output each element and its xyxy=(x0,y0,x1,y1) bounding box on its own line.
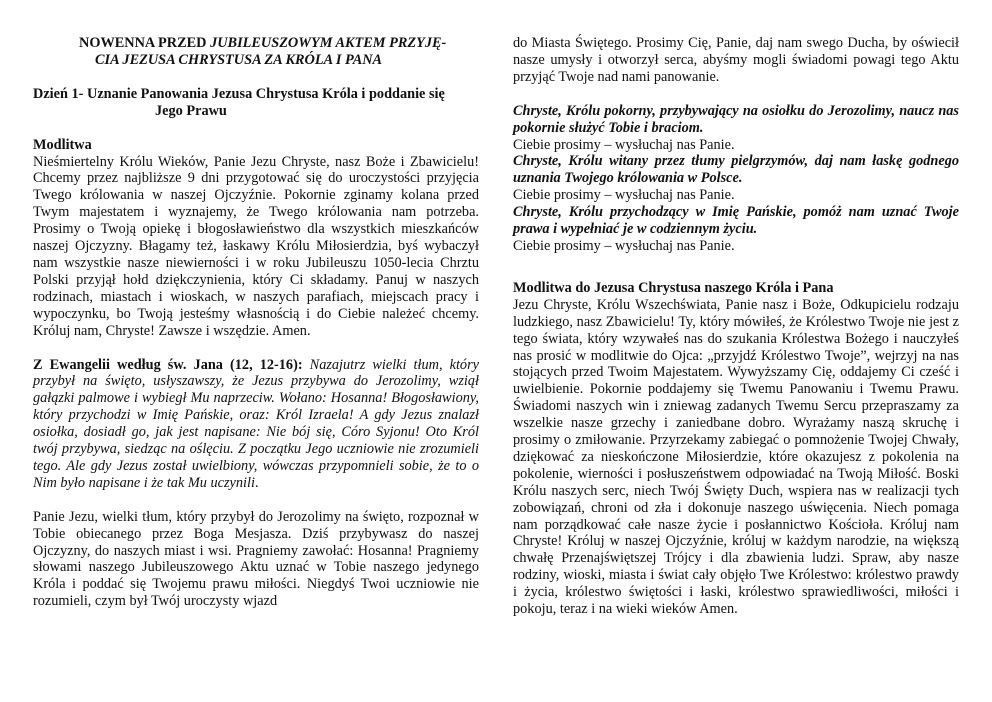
gospel-text: Nazajutrz wielki tłum, który przybył na święto, usłyszawszy, że Jezus przybywa do Jerozolimy, wziął gałązki palmowe i wybiegł Mu naprzeciw. Wołano: Hosanna! Błogosławiony, który przychodzi w Imię Pańskie, oraz: Król Izraela! A gdy Jezus znalazł osiołka, dosiadł go, jak jest napisane: Nie bój się, Córo Syjonu! Oto Król twój przybywa, siedząc na oślęciu. Z początku Jego uczniowie nie zrozumieli tego. Ale gdy Jezus został uwielbiony, wówczas przypomnieli sobie, że to o Nim było napisane i że tak Mu uczynili xyxy=(33,356,479,491)
title-plain: NOWENNA PRZED xyxy=(79,35,211,51)
gospel-paragraph xyxy=(33,357,479,492)
prayer-text: Nieśmiertelny Królu Wieków, Panie Jezu Chryste, nasz Boże i Zbawicielu! Chcemy przez najbliższe 9 dni przygotować się do uroczystości przyjęcia Twego królowania w naszej Ojczyźnie. Pokornie zginamy kolana przed Twym majestatem i wyznajemy, że Twego królowania nam potrzeba. Prosimy o Twoją opiekę i błogosławieństwo dla wszystkich mieszkańców naszej Ojczyzny. Błagamy też, łaskawy Królu Miłosierdzia, byś wybaczył nam wszystkie nasze niewierności i w roku Jubileuszu 1050-lecia Chrztu Polski przyjął hołd dziękczynienia, który Ci składamy. Panuj w naszych rodzinach, miastach i wioskach, w naszych parafiach, miejscach pracy i wypoczynku, bo Twoją jesteśmy własnością i do Ciebie należeć chcemy. Króluj nam, Chryste! Zawsze i wszędzie. Amen. xyxy=(33,153,479,339)
right-column xyxy=(513,35,959,618)
litany-invocation: Chryste, Królu witany przez tłumy pielgrzymów, daj nam łaskę godnego uznania Twojego królowania w Polsce. xyxy=(513,153,959,187)
title-italic-1: JUBILEUSZOWYM AKTEM PRZYJĘ- xyxy=(210,35,447,51)
prayer2-text: Jezu Chryste, Królu Wszechświata, Panie nasz i Boże, Odkupicielu rodzaju ludzkiego, nasz Zbawicielu! Ty, który mówiłeś, że Królestwo Twoje nie jest z tego świata, który wzywałeś nas do szukania Królestwa Bożego i nauczyłeś nas prosić w modlitwie do Ojca: „przyjdź Królestwo Twoje”, wejrzyj na nas stojących przed Twoim Majestatem. Wywyższamy Cię, oddajemy Ci cześć i uwielbienie. Pokornie poddajemy się Twemu Panowaniu i Twemu Prawu. Świadomi naszych win i zniewag zadanych Twemu Sercu przepraszamy za wszelkie nasze grzechy i zaniedbane dobro. Wyrażamy naszą skruchę i prosimy o zmiłowanie. Przyrzekamy zabiegać o pomnożenie Twojej Chwały, dziękować za nieskończone Miłosierdzie, które okazujesz z pokolenia na pokolenie, wierności i posłuszeństwem odpowiadać na Twoją Miłość. Boski Królu naszych serc, niech Twój Święty Duch, wspiera nas w realizacji tych zobowiązań, chroni od zła i dokonuje naszego uświęcenia. Niech pomaga nam porządkować całe nasze życie i posłannictwo Kościoła. Króluj nam Chryste! Króluj w naszej Ojczyźnie, króluj w każdym narodzie, na większą chwałę Przenajświętszej Trójcy i dla zbawienia ludzi. Spraw, aby nasze rodziny, wioski, miasta i świat cały objęło Twe Królestwo: królestwo prawdy i życia, królestwo świętości i łaski, królestwo sprawiedliwości, miłości i pokoju, teraz i na wieki wieków Amen. xyxy=(513,296,959,618)
litany-response: Ciebie prosimy – wysłuchaj nas Panie. xyxy=(513,136,735,153)
prayer-heading: Modlitwa xyxy=(33,136,92,153)
day-heading-line2: Jego Prawu xyxy=(155,102,227,119)
continuation-text: do Miasta Świętego. Prosimy Cię, Panie, daj nam swego Ducha, by oświecił nasze umysły i otworzył serca, abyśmy mogli świadomi powagi tego Aktu przyjąć Twoje nad nami panowanie. xyxy=(513,35,959,85)
reflection-text: Panie Jezu, wielki tłum, który przybył do Jerozolimy na święto, rozpoznał w Tobie obiecanego przez Boga Mesjasza. Dziś przybywasz do naszej Ojczyzny, do naszych miast i wsi. Pragniemy zawołać: Hosanna! Pragniemy słowami naszego Jubileuszowego Aktu uznać w Tobie naszego jedynego Króla i poddać się Twojemu prawu miłości. Niegdyś Twoi uczniowie nie rozumieli, czym był Twój uroczysty wjazd xyxy=(33,508,479,610)
gospel-reference: Z Ewangelii według św. Jana (12, 12-16): xyxy=(33,356,303,373)
title-italic-2: CIA JEZUSA CHRYSTUSA ZA KRÓLA I PANA xyxy=(95,51,383,68)
litany-invocation: Chryste, Królu przychodzący w Imię Pańskie, pomóż nam uznać Twoje prawa i wypełniać je w codziennym życiu. xyxy=(513,204,959,238)
litany xyxy=(513,103,959,255)
day-heading-line1: Dzień 1- Uznanie Panowania Jezusa Chrystusa Króla i poddanie się xyxy=(33,85,445,102)
gospel-end: . xyxy=(254,474,259,491)
document-title xyxy=(79,35,471,69)
day-heading xyxy=(33,86,479,120)
litany-response: Ciebie prosimy – wysłuchaj nas Panie. xyxy=(513,187,735,204)
litany-response: Ciebie prosimy – wysłuchaj nas Panie. xyxy=(513,237,735,254)
prayer2-heading: Modlitwa do Jezusa Chrystusa naszego Króla i Pana xyxy=(513,279,834,296)
litany-invocation: Chryste, Królu pokorny, przybywający na osiołku do Jerozolimy, naucz nas pokornie służyć Tobie i braciom. xyxy=(513,102,959,136)
left-column xyxy=(33,35,479,610)
